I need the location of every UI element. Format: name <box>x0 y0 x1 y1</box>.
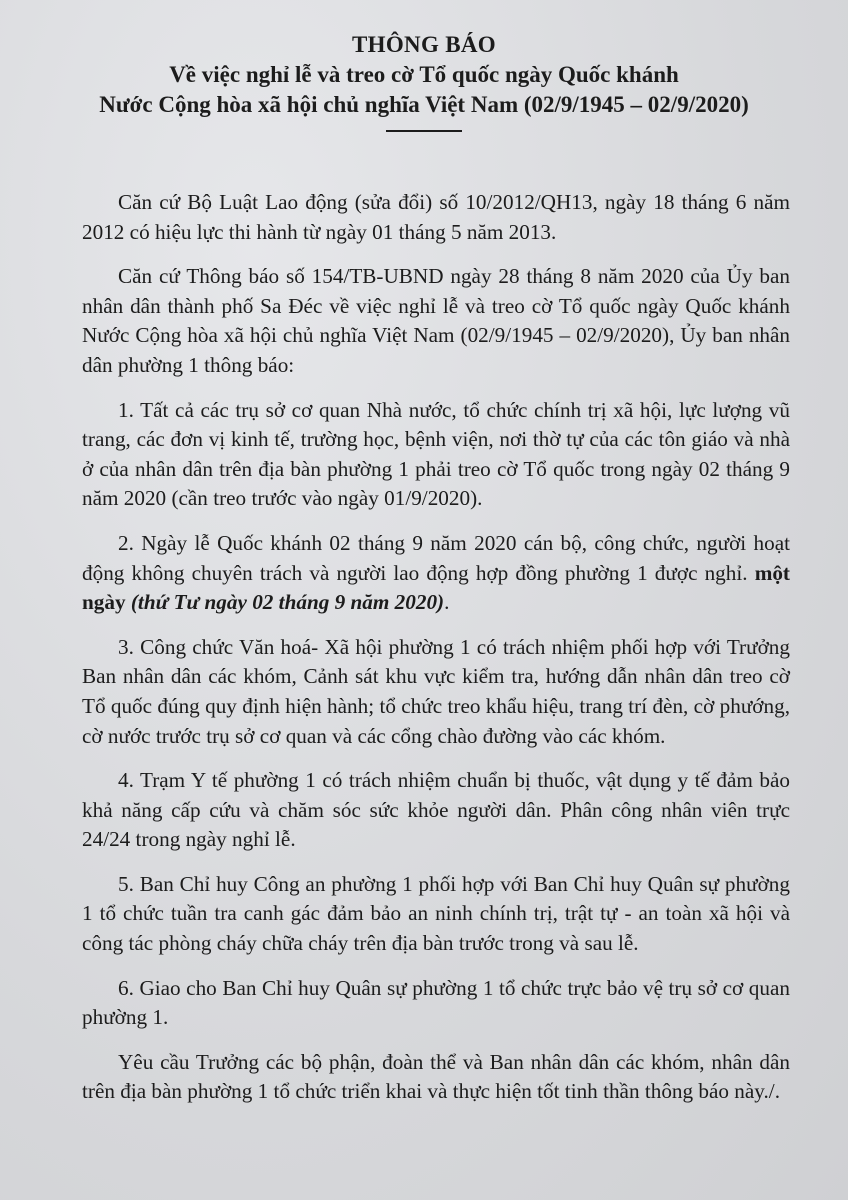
paragraph-legal-basis-1: Căn cứ Bộ Luật Lao động (sửa đổi) số 10/2012/QH13, ngày 18 tháng 6 năm 2012 có hiệu lực thi hành từ ngày 01 tháng 5 năm 2013. <box>82 190 790 244</box>
document-subtitle-line-1: Về việc nghỉ lễ và treo cờ Tổ quốc ngày Quốc khánh <box>169 62 679 87</box>
paragraph-item-2 <box>82 529 790 618</box>
header-divider <box>386 130 462 132</box>
paragraph-request: Yêu cầu Trưởng các bộ phận, đoàn thể và Ban nhân dân các khóm, nhân dân trên địa bàn phường 1 tổ chức triển khai và thực hiện tốt tinh thần thông báo này./. <box>82 1049 790 1104</box>
document-title: THÔNG BÁO <box>352 32 496 57</box>
document-header <box>0 30 848 132</box>
paragraph-item-4: 4. Trạm Y tế phường 1 có trách nhiệm chuẩn bị thuốc, vật dụng y tế đảm bảo khả năng cấp cứu và chăm sóc sức khỏe người dân. Phân công nhân viên trực 24/24 trong ngày nghỉ lễ. <box>82 768 790 852</box>
item-2-text: 2. Ngày lễ Quốc khánh 02 tháng 9 năm 2020 cán bộ, công chức, người hoạt động không chuyên trách và người lao động hợp đồng phường 1 được nghỉ. <box>82 530 790 585</box>
paragraph-item-6: 6. Giao cho Ban Chỉ huy Quân sự phường 1 tổ chức trực bảo vệ trụ sở cơ quan phường 1. <box>82 975 790 1030</box>
paragraph-item-1: 1. Tất cả các trụ sở cơ quan Nhà nước, tổ chức chính trị xã hội, lực lượng vũ trang, các đơn vị kinh tế, trường học, bệnh viện, nơi thờ tự của các tôn giáo và nhà ở của nhân dân trên địa bàn phường 1 phải treo cờ Tổ quốc trong ngày 02 tháng 9 năm 2020 (cần treo trước vào ngày 01/9/2020). <box>82 397 790 511</box>
document-body <box>82 188 790 1122</box>
document-subtitle-line-2: Nước Cộng hòa xã hội chủ nghĩa Việt Nam (02/9/1945 – 02/9/2020) <box>99 92 749 117</box>
paragraph-item-3: 3. Công chức Văn hoá- Xã hội phường 1 có trách nhiệm phối hợp với Trưởng Ban nhân dân các khóm, Cảnh sát khu vực kiểm tra, hướng dẫn nhân dân treo cờ Tổ quốc đúng quy định hiện hành; tổ chức treo khẩu hiệu, trang trí đèn, cờ phướng, cờ nước trước trụ sở cơ quan và các cổng chào đường vào các khóm. <box>82 634 790 748</box>
item-2-bold-text: một ngày <box>82 560 790 615</box>
paragraph-legal-basis-2: Căn cứ Thông báo số 154/TB-UBND ngày 28 tháng 8 năm 2020 của Ủy ban nhân dân thành phố Sa Đéc về việc nghỉ lễ và treo cờ Tổ quốc ngày Quốc khánh Nước Cộng hòa xã hội chủ nghĩa Việt Nam (02/9/1945 – 02/9/2020), Ủy ban nhân dân phường 1 thông báo: <box>82 264 790 377</box>
item-2-italic-text: (thứ Tư ngày 02 tháng 9 năm 2020) <box>130 590 445 615</box>
paragraph-item-5: 5. Ban Chỉ huy Công an phường 1 phối hợp với Ban Chỉ huy Quân sự phường 1 tổ chức tuần tra canh gác đảm bảo an ninh chính trị, trật tự - an toàn xã hội và công tác phòng cháy chữa cháy trên địa bàn trước trong và sau lễ. <box>82 871 790 956</box>
item-2-end: . <box>444 590 450 615</box>
